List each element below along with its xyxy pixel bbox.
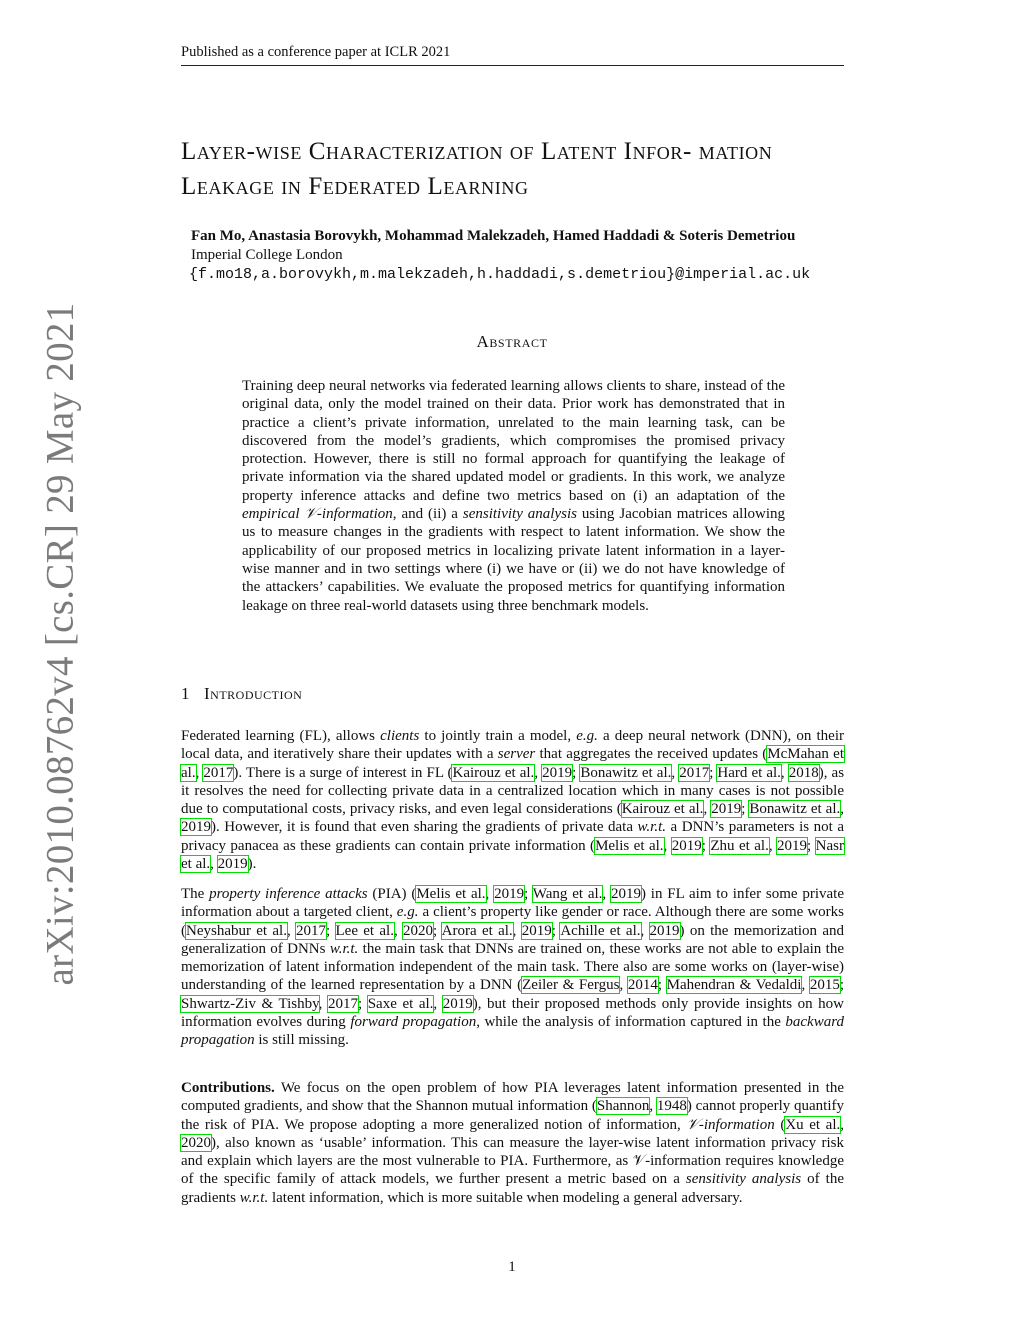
citation-link[interactable]: 2019: [777, 837, 808, 854]
intro-paragraph-2: The property inference attacks (PIA) (Melis et al., 2019; Wang et al., 2019) in FL aim to infer some private information about a targeted client, e.g. a client’s property like gender or race. Although there are some works (Neyshabur et al., 2017; Lee et al., 2020; Arora et al., 2019; Achille et al., 2019) on the memorization and generalization of DNNs w.r.t. the main task that DNNs are trained on, these works are not able to explain the memorization of latent information independent of the main task. There also are some works on (layer-wise) understanding of the learned representation by a DNN (Zeiler & Fergus, 2014; Mahendran & Vedaldi, 2015; Shwartz-Ziv & Tishby, 2017; Saxe et al., 2019), but their proposed methods only provide insights on how information evolves during forward propagation, while the analysis of information captured in the backward propagation is still missing.: [181, 886, 845, 1049]
running-head: Published as a conference paper at ICLR 2021: [181, 44, 451, 60]
author-list: Fan Mo, Anastasia Borovykh, Mohammad Malekzadeh, Hamed Haddadi & Soteris Demetriou: [191, 228, 796, 244]
citation-link[interactable]: Shwartz-Ziv & Tishby: [181, 995, 319, 1012]
citation-link[interactable]: Bonawitz et al.: [580, 764, 672, 781]
citation-link[interactable]: Zhu et al.: [710, 837, 769, 854]
citation-link[interactable]: 2020: [181, 1134, 211, 1151]
arxiv-stamp-text: arXiv:2010.08762v4 [cs.CR] 29 May 2021: [38, 302, 82, 986]
citation-link[interactable]: Zeiler & Fergus: [522, 977, 620, 994]
citation-link[interactable]: Lee et al.: [335, 922, 394, 939]
citation-link[interactable]: 2019: [442, 995, 473, 1012]
section-heading-introduction: [181, 684, 302, 704]
citation-link[interactable]: 2019: [181, 819, 211, 836]
citation-link[interactable]: 2019: [649, 922, 680, 939]
citation-link[interactable]: Shannon: [596, 1098, 650, 1115]
section-title: Introduction: [204, 684, 303, 703]
citation-link[interactable]: 2019: [521, 922, 552, 939]
citation-link[interactable]: Achille et al.: [560, 922, 641, 939]
citation-link[interactable]: Neyshabur et al.: [186, 922, 287, 939]
intro-paragraph-contributions: Contributions. We focus on the open problem of how PIA leverages latent information presented in the computed gradients, and show that the Shannon mutual information (Shannon, 1948) cannot properly quantify the risk of PIA. We propose adopting a more generalized notion of information, 𝒱-information (Xu et al., 2020), also known as ‘usable’ information. This can measure the layer-wise latent information privacy risk and explain which layers are the most vulnerable to PIA. Furthermore, as 𝒱-information requires knowledge of the specific family of attack models, we further present a metric based on a sensitivity analysis of the gradients w.r.t. latent information, which is more suitable when modeling a general adversary.: [181, 1080, 845, 1206]
citation-link[interactable]: Arora et al.: [441, 922, 513, 939]
citation-link[interactable]: Hard et al.: [717, 764, 781, 781]
citation-link[interactable]: 2017: [203, 764, 234, 781]
citation-link[interactable]: Kairouz et al.: [452, 764, 535, 781]
citation-link[interactable]: Xu et al.: [785, 1116, 841, 1133]
contributions-lead: Contributions.: [181, 1080, 275, 1096]
affiliation: Imperial College London: [191, 247, 343, 263]
citation-link[interactable]: 2019: [610, 886, 641, 902]
intro-paragraph-1: Federated learning (FL), allows clients to jointly train a model, e.g. a deep neural network (DNN), on their local data, and iteratively share their updates with a server that aggregates the received updates (McMahan et al., 2017). There is a surge of interest in FL (Kairouz et al., 2019; Bonawitz et al., 2017; Hard et al., 2018), as it resolves the need for collecting private data in a centralized location which in many cases is not possible due to computational costs, privacy risks, and even legal considerations (Kairouz et al., 2019; Bonawitz et al., 2019). However, it is found that even sharing the gradients of private data w.r.t. a DNN’s parameters is not a privacy panacea as these gradients can contain private information (Melis et al., 2019; Zhu et al., 2019; Nasr et al., 2019).: [181, 728, 845, 873]
citation-link[interactable]: 2020: [403, 922, 434, 939]
abstract-body: Training deep neural networks via federated learning allows clients to share, instead of the original data, only the model trained on their data. Prior work has demonstrated that in practice a client’s private information, unrelated to the main learning task, can be discovered from the model’s gradients, which compromises the promised privacy protection. However, there is still no formal approach for quantifying the leakage of private information via the shared updated model or gradients. In this work, we analyze property inference attacks and define two metrics based on (i) an adaptation of the empirical 𝒱-information, and (ii) a sensitivity analysis using Jacobian matrices allowing us to measure changes in the gradients with respect to latent information. We show the applicability of our proposed metrics in localizing private latent information in a layer-wise manner and in two settings where (i) we have or (ii) we do not have knowledge of the attackers’ capabilities. We evaluate the proposed metrics for quantifying information leakage on three real-world datasets using three benchmark models.: [242, 378, 785, 614]
paper-title: Layer-wise Characterization of Latent Infor- mation Leakage in Federated Learning: [181, 138, 773, 200]
citation-link[interactable]: McMahan et al.: [181, 746, 844, 781]
author-emails: {f.mo18,a.borovykh,m.malekzadeh,h.haddadi,s.demetriou}@imperial.ac.uk: [189, 266, 811, 283]
citation-link[interactable]: 2015: [809, 977, 840, 994]
citation-link[interactable]: Kairouz et al.: [621, 801, 704, 818]
citation-link[interactable]: 2019: [542, 764, 573, 781]
citation-link[interactable]: 2017: [327, 995, 358, 1012]
abstract-heading: Abstract: [476, 332, 548, 351]
citation-link[interactable]: 1948: [656, 1098, 687, 1115]
section-number: 1: [181, 684, 190, 703]
citation-link[interactable]: 2019: [711, 801, 742, 818]
citation-link[interactable]: Bonawitz et al.: [749, 801, 841, 818]
citation-link[interactable]: Nasr et al.: [181, 837, 844, 873]
citation-link[interactable]: 2019: [671, 837, 702, 854]
citation-link[interactable]: 2018: [788, 764, 819, 781]
citation-link[interactable]: Melis et al.: [595, 837, 664, 854]
citation-link[interactable]: Wang et al.: [532, 886, 603, 902]
header-rule: [181, 65, 844, 66]
citation-link[interactable]: Saxe et al.: [367, 995, 434, 1012]
page-number: 1: [508, 1259, 516, 1275]
citation-link[interactable]: Mahendran & Vedaldi: [666, 977, 802, 994]
citation-link[interactable]: 2017: [296, 922, 327, 939]
citation-link[interactable]: 2017: [679, 764, 710, 781]
citation-link[interactable]: 2014: [627, 977, 658, 994]
citation-link[interactable]: 2019: [217, 856, 248, 873]
citation-link[interactable]: 2019: [494, 886, 525, 902]
citation-link[interactable]: Melis et al.: [416, 886, 486, 902]
